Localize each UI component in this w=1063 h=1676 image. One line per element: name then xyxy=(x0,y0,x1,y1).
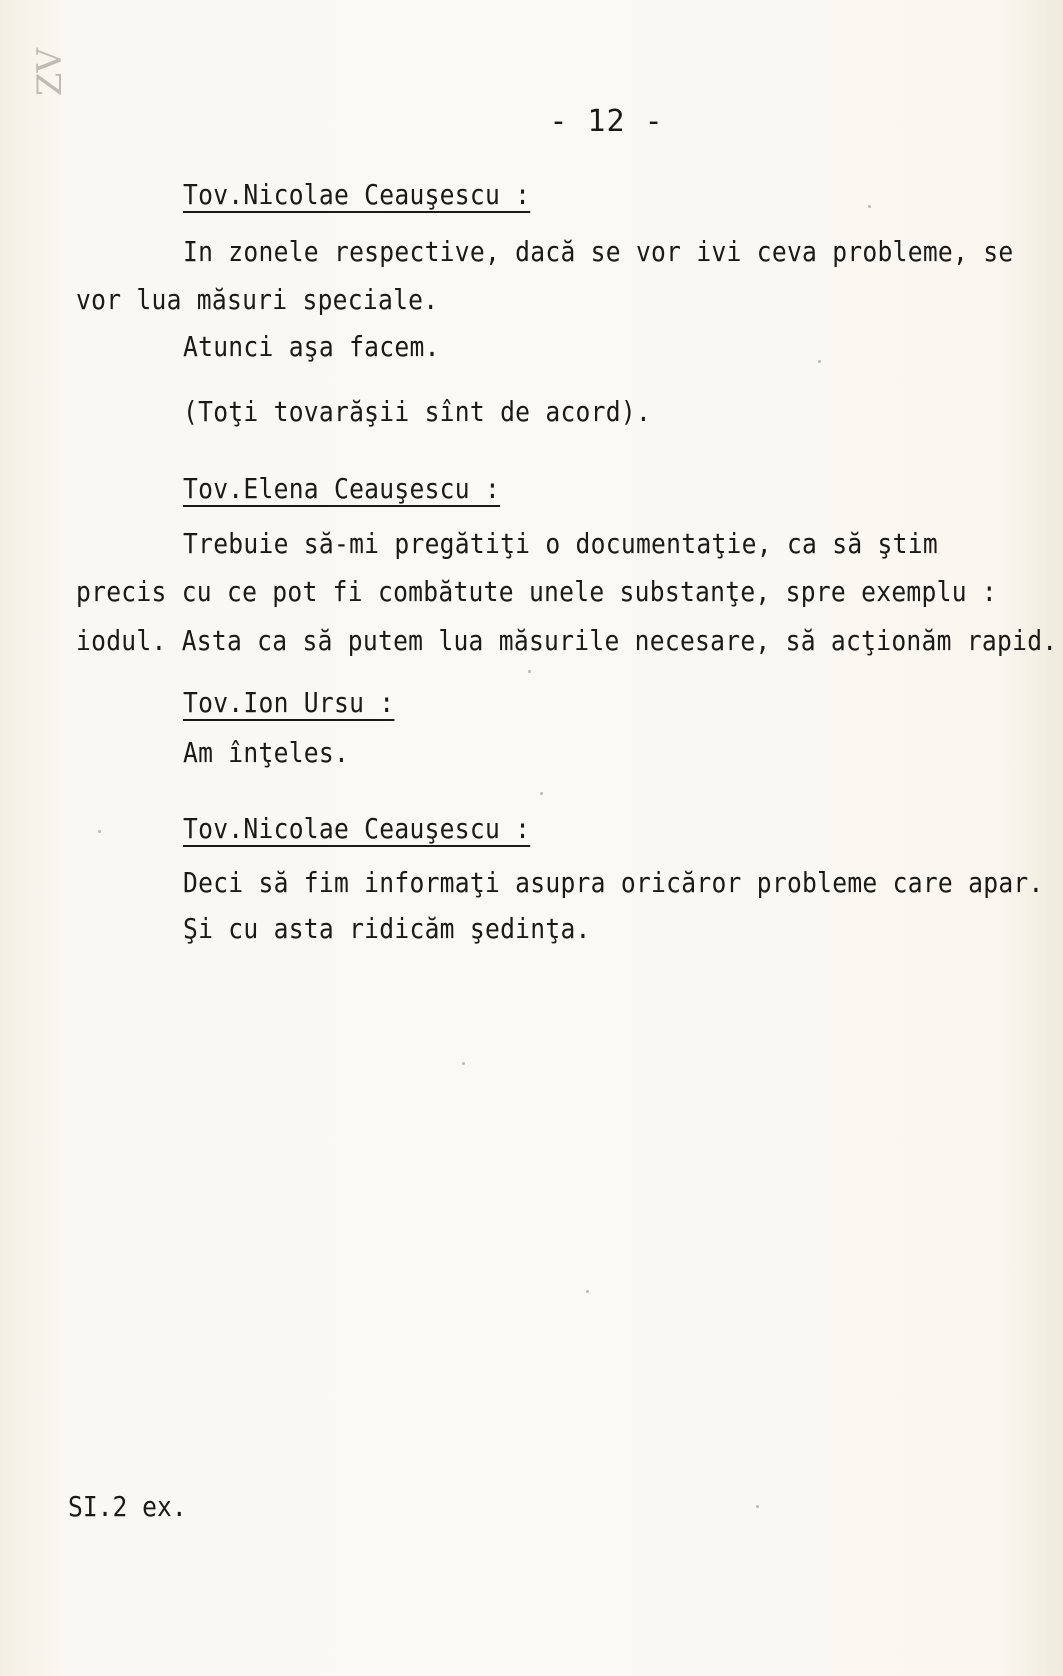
text-line: iodul. Asta ca să putem lua măsurile necesare, să acţionăm rapid. xyxy=(76,624,1058,657)
text-line: (Toţi tovarăşii sînt de acord). xyxy=(183,395,652,428)
text-line: vor lua măsuri speciale. xyxy=(76,283,439,316)
text-line: Trebuie să-mi pregătiţi o documentaţie, ca să ştim xyxy=(183,527,938,560)
text-line: Deci să fim informaţi asupra oricăror probleme care apar. xyxy=(183,866,1044,899)
margin-handwritten-mark: ZV xyxy=(30,47,71,97)
paper-speck xyxy=(818,360,821,363)
paper-speck xyxy=(868,205,871,208)
speaker-ion-ursu: Tov.Ion Ursu : xyxy=(183,686,395,719)
paper-speck xyxy=(540,792,543,795)
paper-speck xyxy=(98,830,101,833)
paper-speck xyxy=(462,1062,465,1065)
paper-speck xyxy=(528,670,531,673)
copies-note: SI.2 ex. xyxy=(68,1490,187,1523)
text-line: Şi cu asta ridicăm şedinţa. xyxy=(183,912,591,945)
speaker-nicolae-ceausescu: Tov.Nicolae Ceauşescu : xyxy=(183,178,531,211)
text-line: Atunci aşa facem. xyxy=(183,330,440,363)
page-number: - 12 - xyxy=(549,104,664,139)
paper-speck xyxy=(756,1505,759,1508)
text-line: Am înţeles. xyxy=(183,736,350,769)
speaker-nicolae-ceausescu: Tov.Nicolae Ceauşescu : xyxy=(183,812,531,845)
paper-speck xyxy=(586,1290,589,1293)
text-line: precis cu ce pot fi combătute unele substanţe, spre exemplu : xyxy=(76,575,998,608)
text-line: In zonele respective, dacă se vor ivi ceva probleme, se xyxy=(183,235,1014,268)
speaker-elena-ceausescu: Tov.Elena Ceauşescu : xyxy=(183,472,501,505)
